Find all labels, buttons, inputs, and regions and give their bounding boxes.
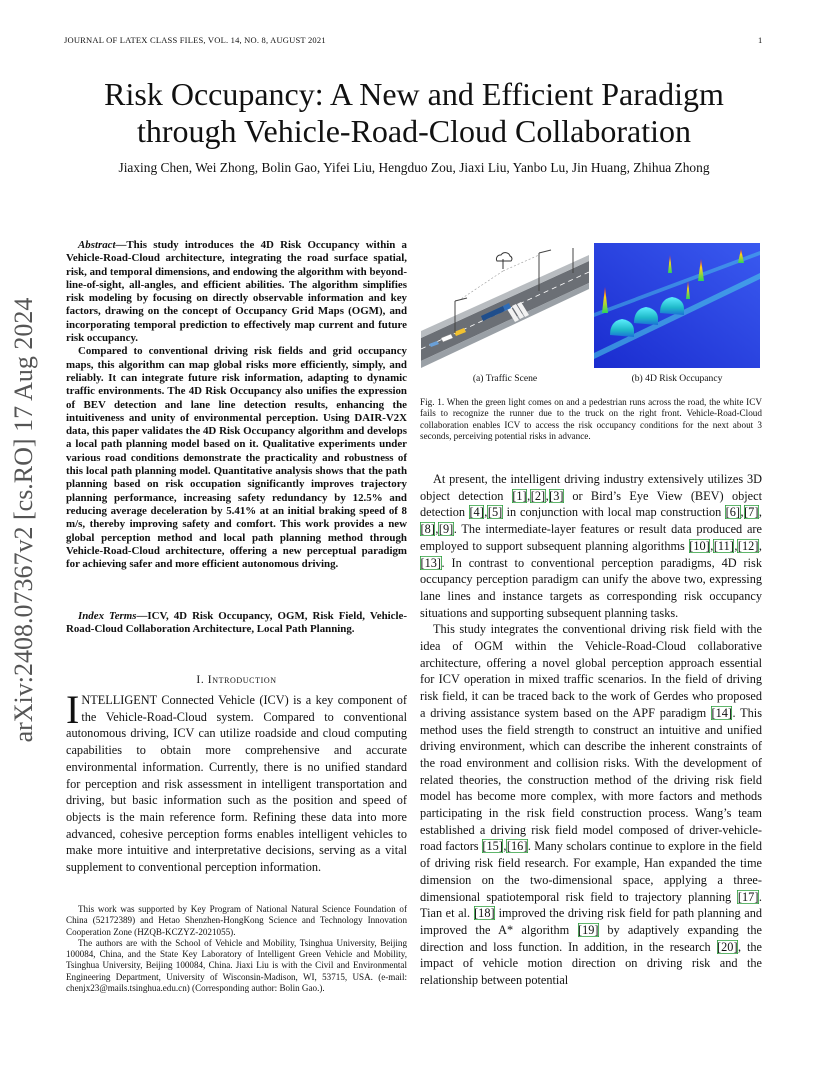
figure-1a-traffic-scene <box>421 243 589 368</box>
citation-link[interactable]: [8] <box>420 522 435 537</box>
figure-1b-risk-occupancy <box>594 243 760 368</box>
right-body <box>420 471 762 989</box>
abstract <box>66 239 407 571</box>
author-list: Jiaxing Chen, Wei Zhong, Bolin Gao, Yifei Liu, Hengduo Zou, Jiaxi Liu, Yanbo Lu, Jin Huang, Zhihua Zhong <box>118 160 710 175</box>
section-heading-introduction: I. Introduction <box>196 674 277 686</box>
citation-link[interactable]: [12] <box>737 538 759 553</box>
abstract-p1: —This study introduces the 4D Risk Occupancy within a Vehicle-Road-Cloud architecture, integrating the road surface spatial, risk, and temporal dimensions, and endowing the algorithm with beyond-line-of-sight, all-angles, and efficient abilities. The algorithm simplifies risk modeling by focusing on directly observable information and key factors, drawing on the concept of Occupancy Grid Maps (OGM), and incorporating temporal prediction to effectively map current and future risk occupancy. <box>66 239 407 345</box>
citation-link[interactable]: [2] <box>530 488 546 503</box>
citation-link[interactable]: [7] <box>744 505 759 520</box>
citation-link[interactable]: [14] <box>711 705 732 720</box>
index-terms <box>66 610 407 637</box>
footnote-funding: This work was supported by Key Program of National Natural Science Foundation of China (52172389) and Hetao Shenzhen-HongKong Science and Technology Innovation Cooperation Zone (HZQB-KCZYZ-2021055). <box>66 904 407 937</box>
running-header: JOURNAL OF LATEX CLASS FILES, VOL. 14, NO. 8, AUGUST 2021 <box>64 35 326 45</box>
traffic-scene-illustration <box>421 243 589 368</box>
page-number: 1 <box>758 35 763 45</box>
arxiv-stamp <box>4 280 44 760</box>
citation-link[interactable]: [16] <box>506 839 528 854</box>
intro-lead: NTELLIGENT <box>81 693 157 707</box>
citation-link[interactable]: [19] <box>578 922 599 937</box>
body-paragraph-2: This study integrates the conventional driving risk field with the idea of OGM within the Vehicle-Road-Cloud collaborative architecture, offering a novel global perception approach essential for ICV operation in mixed traffic scenarios. In the field of driving risk field, it can be traced back to the work of Gerdes who proposed a driving assistance system based on the APF paradigm [14]. This method uses the field strength to construct an intuitive and unified driving environment, which can describe the inherent constraints of the road environment and collision risks. With the development of related theories, the construction method of the driving risk field model has become more complex, with more factors and methods participating in the risk field construction process. Wang’s team established a driving risk field model composed of driver-vehicle-road factors [15],[16]. Many scholars continue to explore in the field of driving risk field research. For example, Han expanded the time dimension on the two-dimensional space, applying a three-dimensional spatiotemporal risk field to trajectory planning [17]. Tian et al. [18] improved the driving risk field for path planning and improved the A* algorithm [19] by adaptively expanding the direction and loss function. In addition, in the research [20], the impact of vehicle motion direction on driving risk and the relationship between potential <box>420 622 763 988</box>
intro-text: Connected Vehicle (ICV) is a key component of the Vehicle-Road-Cloud system. Compared to conventional autonomous driving, ICV can utilize roadside and cloud computing capabilities to obtain more comprehensive and accurate environmental information. Currently, there is no unified standard for perception and risk assessment in intelligent transportation and driving, but basic information such as the position and speed of objects is the main reference form. Refining these data into more advanced, cohesive perception forms enables intelligent vehicles to make more intuitive and interpretative decisions, serving as a vital supplement to conventional perception information. <box>66 693 407 875</box>
citation-link[interactable]: [20] <box>717 939 738 954</box>
citation-link[interactable]: [9] <box>438 522 454 537</box>
paper-title <box>40 76 788 150</box>
citation-link[interactable]: [3] <box>549 488 564 503</box>
abstract-label: Abstract <box>78 239 116 251</box>
title-line-1: Risk Occupancy: A New and Efficient Paradigm <box>104 76 724 112</box>
citation-link[interactable]: [17] <box>737 889 759 904</box>
citation-link[interactable]: [13] <box>420 555 441 570</box>
footnote-affiliations: The authors are with the School of Vehicle and Mobility, Tsinghua University, Beijing 100084, China, and the State Key Laboratory of Intelligent Green Vehicle and Mobility, Tsinghua University, Beijing 100084, China. Jiaxi Liu is with the Civil and Environmental Engineering Department, University of Wisconsin-Madison, WI, 53715, USA. (e-mail: chenjx23@mails.tsinghua.edu.cn) (Corresponding author: Bolin Gao.). <box>66 937 407 994</box>
index-terms-label: Index Terms <box>78 610 137 622</box>
citation-link[interactable]: [10] <box>689 538 710 553</box>
subcaption-b: (b) 4D Risk Occupancy <box>631 373 723 384</box>
citation-link[interactable]: [6] <box>725 505 740 520</box>
arxiv-stamp-text: arXiv:2408.07367v2 [cs.RO] 17 Aug 2024 <box>9 297 38 743</box>
title-line-2: through Vehicle-Road-Cloud Collaboration <box>137 113 691 149</box>
intro-paragraph <box>66 687 407 876</box>
footnote <box>66 904 407 994</box>
subcaption-a: (a) Traffic Scene <box>472 373 538 384</box>
citation-link[interactable]: [4] <box>469 505 484 520</box>
drop-cap: I <box>66 687 80 732</box>
figure-caption: Fig. 1. When the green light comes on and a pedestrian runs across the road, the white ICV fails to recognize the runner due to the truck on the right front. Vehicle-Road-Cloud collaboration enables ICV to access the risk occupancy conditions for the next about 3 seconds, perceiving potential risks in advance. <box>420 397 762 442</box>
citation-link[interactable]: [18] <box>474 906 495 921</box>
citation-link[interactable]: [1] <box>512 488 527 503</box>
citation-link[interactable]: [15] <box>482 839 503 854</box>
citation-link[interactable]: [5] <box>487 505 503 520</box>
citation-link[interactable]: [11] <box>713 538 734 553</box>
abstract-p2: Compared to conventional driving risk fields and grid occupancy maps, this algorithm can map global risks more efficiently, simply, and reliably. It can integrate future risk information, adapting to dynamic traffic environments. The 4D Risk Occupancy also unifies the expression of BEV detection and lane line detection results, enhancing the intuitiveness and unity of environmental perception. Using DAIR-V2X data, this paper validates the 4D Risk Occupancy algorithm and develops a local path planning model based on it. Qualitative experiments under various road conditions demonstrate the practicality and robustness of this local path planning model. Quantitative analysis shows that the path planning based on risk occupation significantly improves trajectory planning performance, increasing safety redundancy by 12.5% and reducing average deceleration by 5.41% at an initial braking speed of 8 m/s, thereby improving safety and comfort. This work provides a new global perception method and local path planning method through Vehicle-Road-Cloud architecture, offering a new perceptual paradigm for achieving safer and more efficient autonomous driving. <box>66 345 407 571</box>
body-paragraph-1: At present, the intelligent driving industry extensively utilizes 3D object detection [1],[2],[3] or Bird’s Eye View (BEV) object detection [4],[5] in conjunction with local map construction [6],[7],[8],[9]. The intermediate-layer features or result data produced are employed to support subsequent planning algorithms [10],[11],[12],[13]. In contrast to conventional perception paradigms, 4D risk occupancy perception paradigm can unify the above two, expressing lane lines and instance targets as corresponding risk occupancy situations and supporting subsequent planning tasks. <box>420 472 763 620</box>
index-terms-text: —ICV, 4D Risk Occupancy, OGM, Risk Field, Vehicle-Road-Cloud Collaboration Architecture, Local Path Planning. <box>66 610 407 636</box>
risk-occupancy-heatmap <box>594 243 760 368</box>
